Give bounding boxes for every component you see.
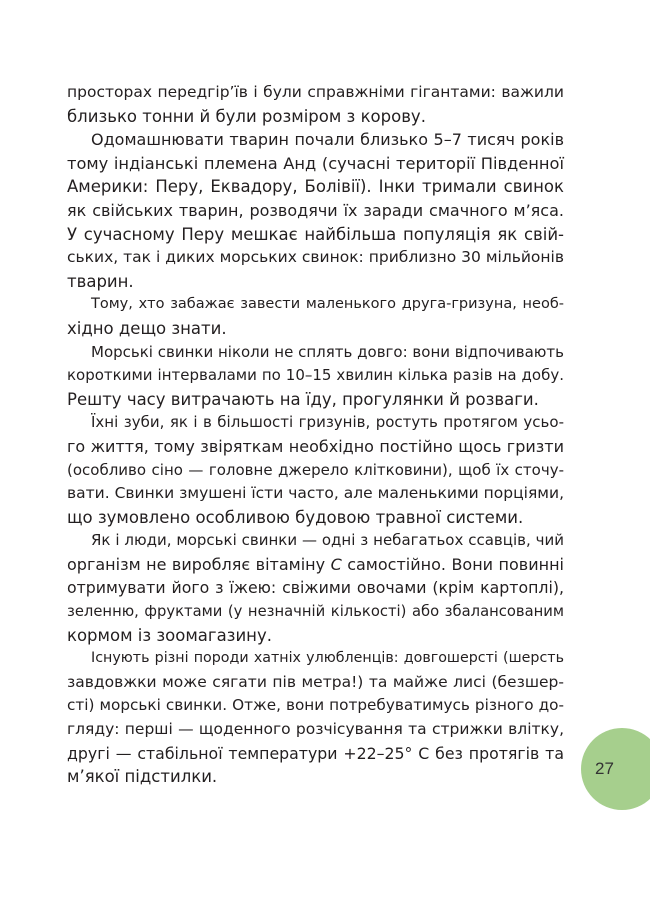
text-line: що зумовлено особливою будовою травної системи. xyxy=(67,507,524,527)
text-line: завдовжки може сягати пів метра!) та майже лисі (безшер- xyxy=(67,672,564,691)
text-line: як свійських тварин, розводячи їх заради смачного м’яса. xyxy=(67,200,564,220)
paragraph-first-line: Як і люди, морські свинки — одні з небагатьох ссавців, чий xyxy=(91,531,564,550)
paragraph-first-line: Їхні зуби, як і в більшості гризунів, ростуть протягом усьо- xyxy=(91,413,564,432)
text-line: Америки: Перу, Еквадору, Болівії). Інки тримали свинок xyxy=(67,177,564,197)
text-line: отримувати його з їжею: свіжими овочами (крім картоплі), xyxy=(67,578,564,598)
text-line: тому індіанські племена Анд (сучасні території Південної xyxy=(67,153,564,173)
text-line: хідно дещо знати. xyxy=(67,318,227,338)
paragraph-first-line: Існують різні породи хатніх улюбленців: довгошерсті (шерсть xyxy=(91,650,564,667)
text-line: ських, так і диких морських свинок: приблизно 30 мільйонів xyxy=(67,248,564,267)
text-line: короткими інтервалами по 10–15 хвилин кілька разів на добу. xyxy=(67,366,564,385)
text-line: сті) морські свинки. Отже, вони потребуватимусь різного до- xyxy=(67,696,564,715)
text-segment: самостійно. Вони повинні xyxy=(341,554,564,574)
vitamin-letter-italic: С xyxy=(330,554,342,574)
paragraph-first-line: Морські свинки ніколи не сплять довго: вони відпочивають xyxy=(91,342,564,361)
text-line: зеленню, фруктами (у незначній кількості) або збалансованим xyxy=(67,603,564,621)
text-line: тварин. xyxy=(67,271,134,291)
text-line: кормом із зоомагазину. xyxy=(67,625,272,645)
text-line-vitamin xyxy=(67,553,564,577)
text-line: вати. Свинки змушені їсти часто, але маленькими порціями, xyxy=(67,484,564,503)
text-line: гляду: перші — щоденного розчісування та стрижки влітку, xyxy=(67,720,564,739)
text-line: У сучасному Перу мешкає найбільша популяція як свій- xyxy=(67,224,564,244)
text-line: м’якої підстилки. xyxy=(67,767,218,787)
text-line: просторах передгір’їв і були справжніми гігантами: важили xyxy=(67,83,564,101)
page-number-badge xyxy=(581,728,650,810)
text-line: другі — стабільної температури +22–25° С без протягів та xyxy=(67,743,564,763)
page-number: 27 xyxy=(595,759,614,778)
paragraph-first-line: Одомашнювати тварин почали близько 5–7 тисяч років xyxy=(91,130,564,150)
paragraph-first-line: Тому, хто забажає завести маленького друга-гризуна, необ- xyxy=(91,296,564,313)
text-segment: організм не виробляє вітаміну xyxy=(67,554,331,574)
page-body-text xyxy=(67,81,564,789)
text-line: Решту часу витрачають на їду, прогулянки й розваги. xyxy=(67,389,539,409)
text-line: (особливо сіно — головне джерело клітковини), щоб їх сточу- xyxy=(67,460,564,479)
text-line: близько тонни й були розміром з корову. xyxy=(67,106,426,126)
text-line: го життя, тому звіряткам необхідно постійно щось гризти xyxy=(67,436,564,456)
